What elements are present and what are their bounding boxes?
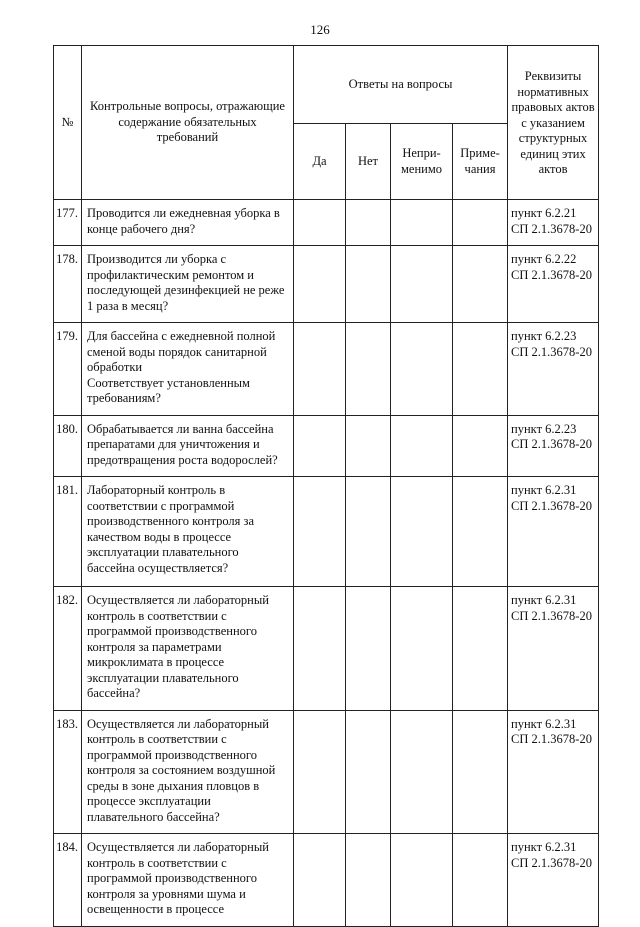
- row-number: 181.: [54, 477, 82, 587]
- answer-yes-cell: [294, 477, 346, 587]
- row-question: Обрабатывается ли ванна бассейна препаратами для уничтожения и предотвращения роста водорослей?: [82, 415, 294, 477]
- header-question: Контрольные вопросы, отражающие содержание обязательных требований: [82, 46, 294, 200]
- answer-no-cell: [346, 200, 391, 246]
- table-header-row: [54, 46, 599, 124]
- answer-no-cell: [346, 710, 391, 834]
- requisite-point: пункт 6.2.23: [511, 329, 577, 343]
- requisite-point: пункт 6.2.31: [511, 483, 577, 497]
- requisite-point: пункт 6.2.22: [511, 252, 577, 266]
- answer-notes-cell: [453, 710, 508, 834]
- row-requisites: [508, 710, 599, 834]
- requisite-document: СП 2.1.3678-20: [511, 437, 592, 451]
- requisite-document: СП 2.1.3678-20: [511, 608, 592, 623]
- answer-no-cell: [346, 246, 391, 323]
- requisite-document: СП 2.1.3678-20: [511, 221, 592, 236]
- row-number: 182.: [54, 587, 82, 711]
- requisite-point: пункт 6.2.23: [511, 421, 577, 436]
- row-number: 184.: [54, 834, 82, 927]
- requisite-document: СП 2.1.3678-20: [511, 267, 592, 282]
- requisite-point: пункт 6.2.31: [511, 840, 577, 854]
- header-not-applicable: Непри- менимо: [391, 124, 453, 200]
- row-requisites: [508, 477, 599, 587]
- answer-yes-cell: [294, 587, 346, 711]
- row-number: 183.: [54, 710, 82, 834]
- answer-notes-cell: [453, 415, 508, 477]
- header-notes: Приме- чания: [453, 124, 508, 200]
- requisite-point: пункт 6.2.21: [511, 206, 577, 220]
- row-number: 179.: [54, 323, 82, 416]
- row-requisites: [508, 834, 599, 927]
- row-number: 178.: [54, 246, 82, 323]
- answer-notes-cell: [453, 246, 508, 323]
- row-question: Осуществляется ли лабораторный контроль в соответствии с программой производственного контроля за состоянием воздушной среды в зоне дыхания пловцов в процессе эксплуатации плавательного бассейна?: [82, 710, 294, 834]
- row-number: 177.: [54, 200, 82, 246]
- checklist-table: [53, 45, 599, 927]
- answer-yes-cell: [294, 710, 346, 834]
- table-row: [54, 246, 599, 323]
- requisite-document: СП 2.1.3678-20: [511, 498, 592, 513]
- row-question: Проводится ли ежедневная уборка в конце рабочего дня?: [82, 200, 294, 246]
- answer-yes-cell: [294, 834, 346, 927]
- answer-yes-cell: [294, 415, 346, 477]
- requisite-point: пункт 6.2.31: [511, 716, 577, 731]
- table-row: [54, 323, 599, 416]
- requisite-document: СП 2.1.3678-20: [511, 344, 592, 359]
- row-question: Производится ли уборка с профилактическим ремонтом и последующей дезинфекцией не реже 1 раза в месяц?: [82, 246, 294, 323]
- header-requisites: Реквизиты нормативных правовых актов с указанием структурных единиц этих актов: [508, 46, 599, 200]
- row-question: Осуществляется ли лабораторный контроль в соответствии с программой производственного контроля за параметрами микроклимата в процессе эксплуатации плавательного бассейна?: [82, 587, 294, 711]
- answer-notes-cell: [453, 477, 508, 587]
- header-answers: Ответы на вопросы: [294, 46, 508, 124]
- row-requisites: [508, 200, 599, 246]
- row-requisites: [508, 323, 599, 416]
- table-row: [54, 200, 599, 246]
- answer-na-cell: [391, 200, 453, 246]
- requisite-point: пункт 6.2.31: [511, 593, 577, 607]
- row-question: Для бассейна с ежедневной полной сменой воды порядок санитарной обработки Соответствует установленным требованиям?: [82, 323, 294, 416]
- row-requisites: [508, 587, 599, 711]
- table-row: [54, 834, 599, 927]
- answer-no-cell: [346, 323, 391, 416]
- table-row: [54, 587, 599, 711]
- row-requisites: [508, 246, 599, 323]
- answer-no-cell: [346, 834, 391, 927]
- header-number: №: [54, 46, 82, 200]
- answer-na-cell: [391, 323, 453, 416]
- row-question: Осуществляется ли лабораторный контроль в соответствии с программой производственного контроля за уровнями шума и освещенности в процессе: [82, 834, 294, 927]
- answer-notes-cell: [453, 323, 508, 416]
- answer-no-cell: [346, 587, 391, 711]
- row-question: Лабораторный контроль в соответствии с программой производственного контроля за качеством воды в процессе эксплуатации плавательного бассейна осуществляется?: [82, 477, 294, 587]
- answer-yes-cell: [294, 200, 346, 246]
- answer-notes-cell: [453, 200, 508, 246]
- header-no: Нет: [346, 124, 391, 200]
- answer-yes-cell: [294, 323, 346, 416]
- requisite-document: СП 2.1.3678-20: [511, 855, 592, 870]
- answer-notes-cell: [453, 834, 508, 927]
- answer-na-cell: [391, 477, 453, 587]
- answer-yes-cell: [294, 246, 346, 323]
- answer-na-cell: [391, 710, 453, 834]
- answer-no-cell: [346, 415, 391, 477]
- table-row: [54, 710, 599, 834]
- answer-na-cell: [391, 415, 453, 477]
- header-yes: Да: [294, 124, 346, 200]
- answer-na-cell: [391, 834, 453, 927]
- answer-no-cell: [346, 477, 391, 587]
- table-row: [54, 477, 599, 587]
- answer-na-cell: [391, 587, 453, 711]
- table-row: [54, 415, 599, 477]
- row-requisites: [508, 415, 599, 477]
- row-number: 180.: [54, 415, 82, 477]
- answer-notes-cell: [453, 587, 508, 711]
- requisite-document: СП 2.1.3678-20: [511, 732, 592, 746]
- answer-na-cell: [391, 246, 453, 323]
- page-number: 126: [310, 22, 330, 37]
